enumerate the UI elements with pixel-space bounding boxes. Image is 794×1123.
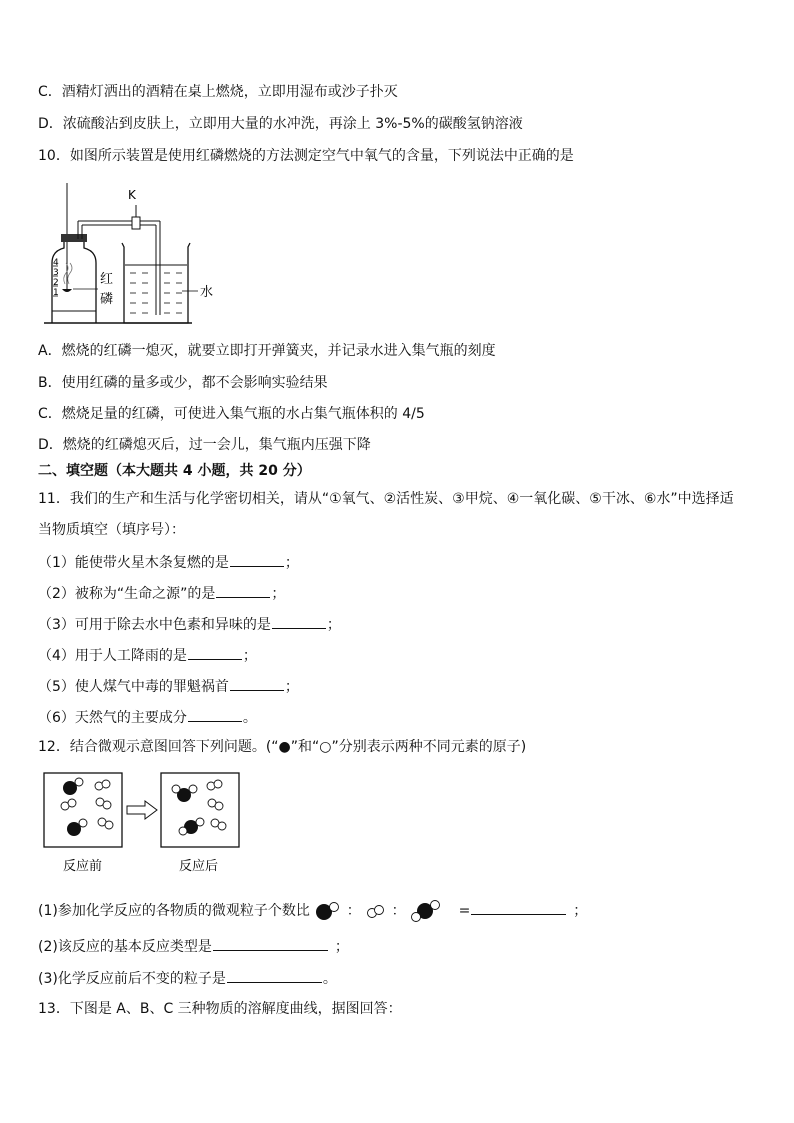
question-13: 13．下图是 A、B、C 三种物质的溶解度曲线，据图回答： [38, 1001, 402, 1017]
q11-4-blank[interactable] [188, 645, 242, 660]
black-white-molecule-icon [314, 901, 342, 921]
water-label: 水 [200, 285, 214, 300]
question-12-part-1 [38, 899, 587, 923]
q12-2-blank[interactable] [213, 936, 328, 951]
q11-5-blank[interactable] [230, 676, 284, 691]
option-10b: B．使用红磷的量多或少，都不会影响实验结果 [38, 375, 328, 391]
reaction-microscopic-diagram [40, 770, 245, 878]
q11-1-end: ； [284, 555, 299, 571]
question-12-part-2 [38, 936, 349, 956]
q12-1-text: (1)参加化学反应的各物质的微观粒子个数比 [38, 903, 310, 919]
q12-3-text: (3)化学反应前后不变的粒子是 [38, 971, 226, 987]
q12-1-equals: = [458, 903, 471, 919]
question-11-part-3 [38, 614, 341, 634]
question-10: 10．如图所示装置是使用红磷燃烧的方法测定空气中氧气的含量，下列说法中正确的是 [38, 148, 574, 164]
q12-1-blank[interactable] [471, 900, 566, 915]
q12-2-end: ； [334, 939, 349, 955]
q11-4-end: ； [242, 648, 257, 664]
option-10c: C．燃烧足量的红磷，可使进入集气瓶的水占集气瓶体积的 4/5 [38, 406, 425, 422]
q11-4-text: （4）用于人工降雨的是 [38, 648, 187, 664]
valve-k-label: K [128, 188, 136, 202]
q11-6-text: （6）天然气的主要成分 [38, 710, 187, 726]
question-12: 12．结合微观示意图回答下列问题。(“●”和“○”分别表示两种不同元素的原子) [38, 739, 527, 755]
q11-2-text: （2）被称为“生命之源”的是 [38, 586, 216, 602]
red-phosphorus-label-2: 磷 [100, 292, 114, 307]
phosphorus-apparatus-figure [40, 183, 225, 328]
question-11-line-2: 当物质填空（填序号）： [38, 522, 185, 538]
bottle-scale-3: 3 [53, 268, 59, 278]
white-pair-molecule-icon [365, 901, 387, 921]
q12-3-blank[interactable] [227, 968, 322, 983]
q11-5-text: （5）使人煤气中毒的罪魁祸首 [38, 679, 229, 695]
option-10d: D．燃烧的红磷熄灭后，过一会儿，集气瓶内压强下降 [38, 437, 371, 453]
option-10a: A．燃烧的红磷一熄灭，就要立即打开弹簧夹，并记录水进入集气瓶的刻度 [38, 343, 496, 359]
option-9d: D．浓硫酸沾到皮肤上，立即用大量的水冲洗，再涂上 3%-5%的碳酸氢钠溶液 [38, 116, 523, 132]
q11-5-end: ； [284, 679, 299, 695]
question-11-part-5 [38, 676, 299, 696]
q12-1-sep-2: ： [391, 903, 406, 919]
q11-2-end: ； [271, 586, 286, 602]
q11-3-text: （3）可用于除去水中色素和异味的是 [38, 617, 271, 633]
q11-1-text: （1）能使带火星木条复燃的是 [38, 555, 229, 571]
question-11-part-1 [38, 552, 299, 572]
option-9c: C．酒精灯洒出的酒精在桌上燃烧，立即用湿布或沙子扑灭 [38, 84, 398, 100]
before-reaction-label: 反应前 [63, 859, 103, 874]
q12-1-end: ； [573, 903, 588, 919]
q12-2-text: (2)该反应的基本反应类型是 [38, 939, 212, 955]
bottle-scale-4: 4 [53, 258, 59, 268]
section-2-heading: 二、填空题（本大题共 4 小题，共 20 分） [38, 463, 311, 479]
after-reaction-label: 反应后 [179, 859, 219, 874]
bottle-scale-1: 1 [53, 288, 59, 298]
question-12-part-3 [38, 968, 337, 988]
q12-1-sep-1: ： [346, 903, 361, 919]
product-molecule-icon [410, 899, 444, 923]
q12-3-end: 。 [322, 971, 337, 987]
q11-3-blank[interactable] [272, 614, 326, 629]
red-phosphorus-label-1: 红 [100, 272, 114, 287]
q11-6-blank[interactable] [188, 707, 242, 722]
question-11-part-6 [38, 707, 257, 727]
question-11-line-1: 11．我们的生产和生活与化学密切相关，请从“①氧气、②活性炭、③甲烷、④一氧化碳、⑤干冰、⑥水”中选择适 [38, 491, 734, 507]
question-11-part-2 [38, 583, 285, 603]
q11-2-blank[interactable] [216, 583, 270, 598]
question-11-part-4 [38, 645, 257, 665]
q11-1-blank[interactable] [230, 552, 284, 567]
q11-6-end: 。 [242, 710, 257, 726]
bottle-scale-2: 2 [53, 278, 59, 288]
q11-3-end: ； [326, 617, 341, 633]
